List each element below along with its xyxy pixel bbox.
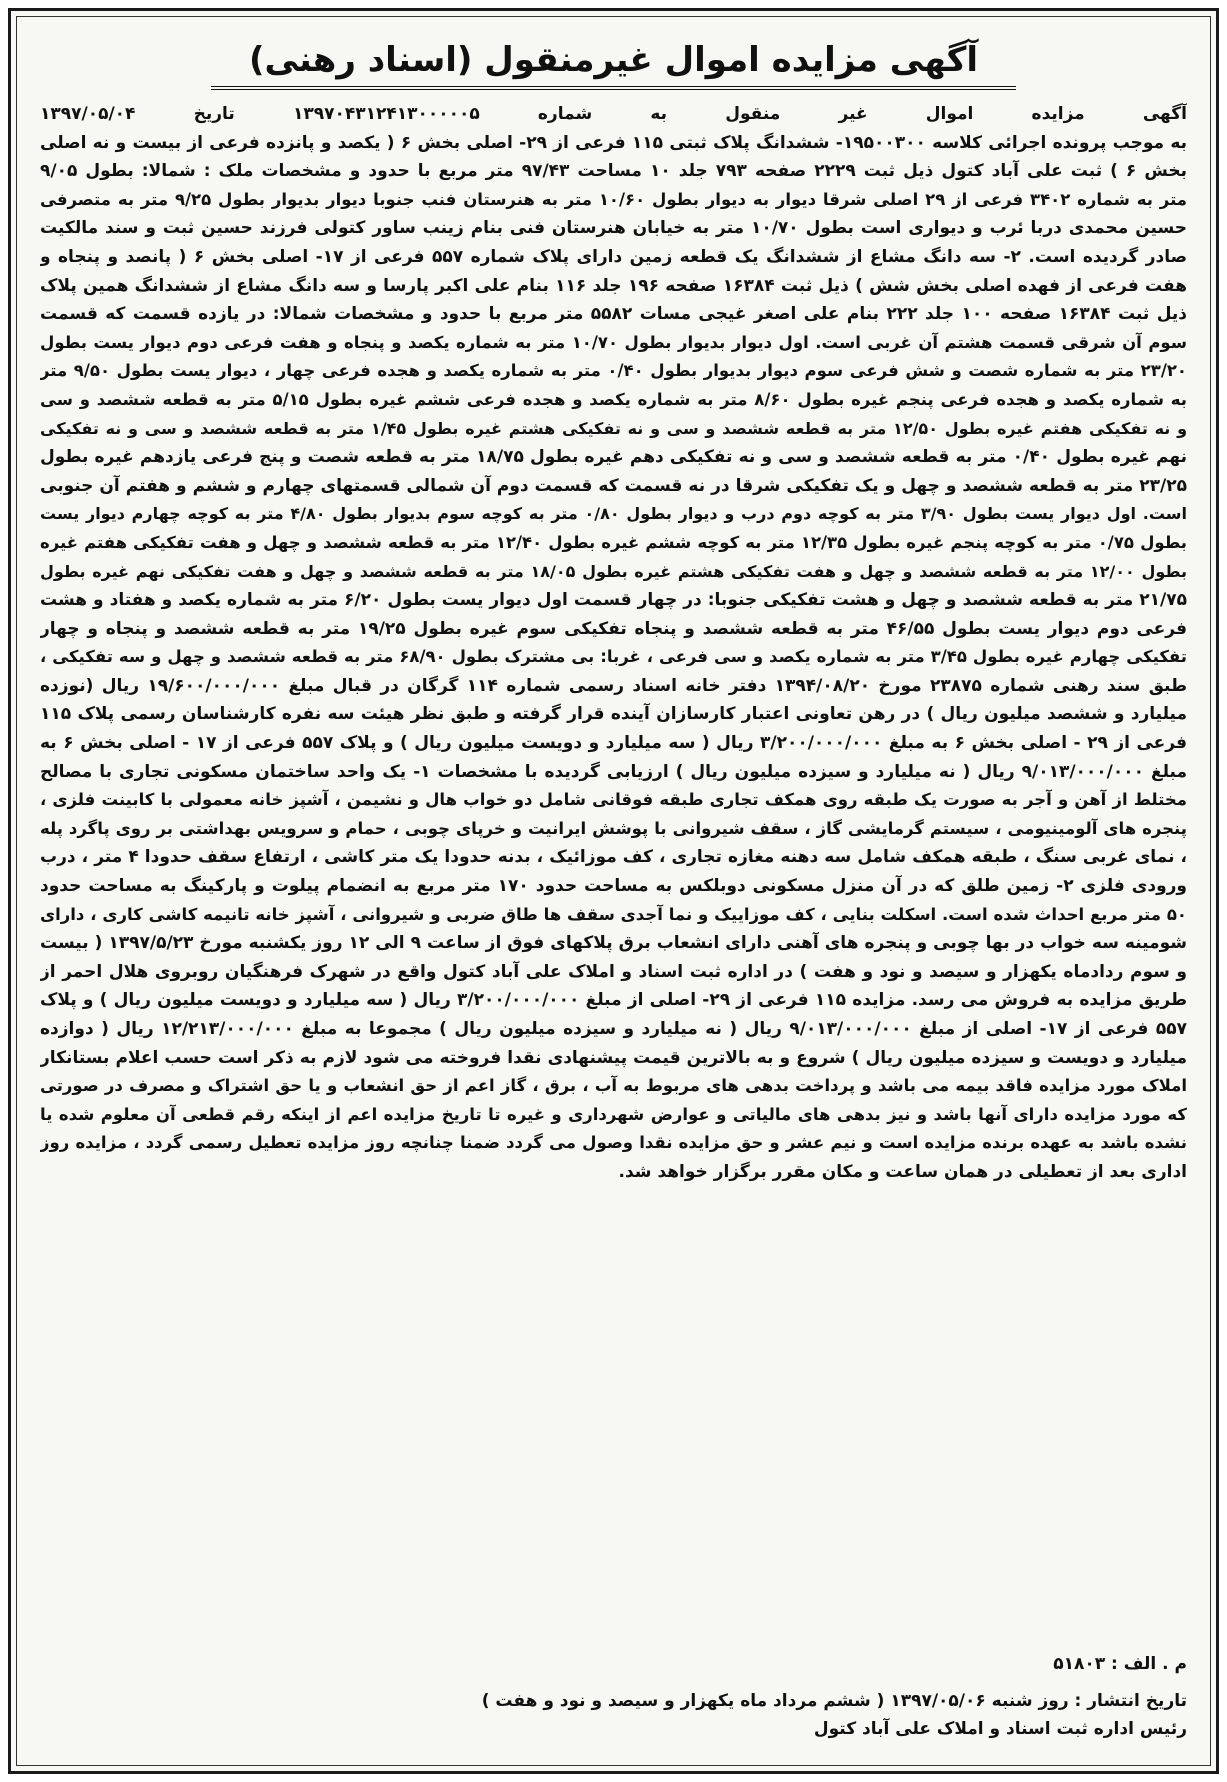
body-line: طبق سند رهنی شماره ۲۳۸۷۵ مورخ ۱۳۹۴/۰۸/۲۰ دفتر خانه اسناد رسمی شماره ۱۱۴ گرگان در قبال مبلغ ۱۹/۶۰۰/۰۰۰/۰۰۰ ریال (نوزده [40, 675, 1187, 696]
body-line: میلیارد و ششصد میلیون ریال ) در رهن تعاونی اعتبار کارسازان آینده قرار گرفته و طبق نظر هیئت سه نفره کارشناسان رسمی پلاک ۱۱۵ [40, 704, 1187, 725]
body-line: و سوم ردادماه یکهزار و سیصد و نود و هفت ) در اداره ثبت اسناد و املاک علی آباد کتول واقع در شهرک فرهنگیان روبروی هلال احمر از [40, 961, 1187, 982]
body-line: میلیارد و دویست و سیزده میلیون ریال ) شروع و به بالاترین قیمت پیشنهادی نقدا فروخته می شود لازم به ذکر است حسب اعلام بستانکار [40, 1047, 1187, 1068]
body-line: ذیل ثبت ۱۶۳۸۴ صفحه ۱۰۰ جلد ۲۲۲ بنام علی اصغر غیجی مسات ۵۵۸۲ متر مربع با حدود و مشخصات شمالا: در یازده قسمت که قسمت [40, 304, 1187, 325]
body-line: صادر گردیده است. ۲- سه دانگ مشاع از ششدانگ یک قطعه زمین دارای پلاک شماره ۵۵۷ فرعی از ۱۷- اصلی بخش ۶ ( پانصد و پنجاه و [40, 246, 1187, 267]
reference-code: م . الف : ۵۱۸۰۳ [1053, 1654, 1187, 1674]
body-line: پنجره های آلومینیومی ، سیستم گرمایشی گاز ، سقف شیروانی با پوشش ایرانیت و خرپای چوبی ، حمام و سرویس بهداشتی بر روی پاگرد پله [40, 818, 1187, 838]
signature-line: رئیس اداره ثبت اسناد و املاک علی آباد کتول [813, 1719, 1187, 1740]
body-line: ، نمای غربی سنگ ، طبقه همکف شامل سه دهنه مغازه تجاری ، کف موزائیک ، بدنه حدودا یک متر کاشی ، ارتفاع سقف حدودا ۴ متر ، درب [40, 847, 1187, 868]
body-line: فرعی از ۲۹ - اصلی بخش ۶ به مبلغ ۳/۲۰۰/۰۰۰/۰۰۰ ریال ( سه میلیارد و دویست میلیون ریال ) و پلاک ۵۵۷ فرعی از ۱۷ - اصلی بخش ۶ به [40, 733, 1187, 754]
body-line: آگهی مزایده اموال غیر منقول به شماره ۱۳۹۷۰۴۳۱۲۴۱۳۰۰۰۰۰۵ تاریخ ۱۳۹۷/۰۵/۰۴ [40, 104, 1187, 124]
footer-gap [40, 1679, 1187, 1687]
body-line: نشده باشد به عهده برنده مزایده است و نیم عشر و حق مزایده نقدا وصول می گردد ضمنا چنانچه روز مزایده تعطیل رسمی گردد ، مزایده روز [40, 1133, 1187, 1153]
body-line: هفت فرعی از فهده اصلی بخش شش ) ذیل ثبت ۱۶۳۸۴ صفحه ۱۹۶ جلد ۱۱۶ بنام علی اکبر پارسا و سه دانگ مشاع از ششدانگ همین پلاک [40, 275, 1187, 296]
body-line: است. اول دیوار یست بطول ۳/۹۰ متر به کوچه دوم درب و دیوار بطول ۰/۸۰ متر به کوچه سوم بدیوار بطول ۴/۸۰ متر به کوچه چهارم دیوار یست [40, 504, 1187, 524]
body-line: و نه تفکیکی هفتم غیره بطول ۱۲/۵۰ متر به قطعه ششصد و سی و نه تفکیکی هشتم غیره بطول ۱/۴۵ متر به قطعه ششصد و سی و نه تفکیکی [40, 418, 1187, 438]
body-line: شومینه سه خواب در بها چوبی و پنجره های آهنی دارای انشعاب برق پلاکهای فوق از ساعت ۹ الی ۱۲ روز یکشنبه مورخ ۱۳۹۷/۵/۲۳ ( بیست [40, 933, 1187, 954]
body-line: طریق مزایده به فروش می رسد. مزایده ۱۱۵ فرعی از ۲۹- اصلی از مبلغ ۳/۲۰۰/۰۰۰/۰۰۰ ریال ( سه میلیارد و دویست میلیون ریال ) و پلاک [40, 990, 1187, 1011]
body-line: ۵۵۷ فرعی از ۱۷- اصلی از مبلغ ۹/۰۱۳/۰۰۰/۰۰۰ ریال ( نه میلیارد و سیزده میلیون ریال ) مجموعا به مبلغ ۱۲/۲۱۳/۰۰۰/۰۰۰ ریال ( دوازده [40, 1019, 1187, 1039]
body-line: بطول ۰/۷۵ متر به کوچه پنجم غیره بطول ۱۲/۳۵ متر به کوچه ششم غیره بطول ۱۲/۴۰ متر به قطعه ششصد و چهل و هفت تفکیکی هفتم غیره [40, 532, 1187, 552]
body-line: سوم آن شرقی قسمت هشتم آن غربی است. اول دیوار بدیوار بطول ۱۰/۷۰ متر به شماره یکصد و پنجاه و هفت فرعی دوم دیوار یست بطول [40, 332, 1187, 352]
body-line: به موجب پرونده اجرائی کلاسه ۱۹۵۰۰۳۰۰- ششدانگ پلاک ثبتی ۱۱۵ فرعی از ۲۹- اصلی بخش ۶ ( یکصد و پانزده فرعی از بیست و نه اصلی [40, 132, 1187, 153]
body-line: حسین محمدی دربا ئرب و دیواری است بطول ۱۰/۷۰ متر به خیابان هنرستان فنی بنام زینب ساور کتولی فرزند حسین ثبت و سند مالکیت [40, 218, 1187, 239]
body-line: ۲۳/۲۰ متر به شماره شصت و شش فرعی سوم دیوار بدیوار بطول ۰/۴۰ متر به شماره یکصد و هجده فرعی چهار ، دیوار یست بطول ۹/۵۰ متر [40, 361, 1187, 381]
body-line: مبلغ ۹/۰۱۳/۰۰۰/۰۰۰ ریال ( نه میلیارد و سیزده میلیون ریال ) ارزیابی گردیده با مشخصات ۱- یک واحد ساختمان مسکونی تجاری با مصالح [40, 761, 1187, 782]
body-line: اداری بعد از تعطیلی در همان ساعت و مکان مقرر برگزار خواهد شد. [618, 1161, 1187, 1182]
body-line: بخش ۶ ) ثبت علی آباد کتول ذیل ثبت ۲۲۲۹ صفحه ۷۹۳ جلد ۱۰ مساحت ۹۷/۴۳ متر مربع با حدود و مشخصات ملک : شمالا: بطول ۹/۰۵ [40, 161, 1187, 182]
body-line: ۵۰ متر مربع احداث شده است. اسکلت بنایی ، کف موزاییک و نما آجدی سقف ها طاق ضربی و شیروانی ، آشپز خانه تانیمه کاشی کاری ، دارای [40, 904, 1187, 924]
body-line: املاک مورد مزایده فاقد بیمه می باشد و پرداخت بدهی های مربوط به آب ، برق ، گاز اعم از حق انشعاب و یا حق اشتراک و مصرف در صورتی [40, 1076, 1187, 1096]
body-line: که مورد مزایده دارای آنها باشد و نیز بدهی های مالیاتی و عوارض شهرداری و غیره تا تاریخ مزایده اعم از اینکه رقم قطعی آن معلوم شده یا [40, 1104, 1187, 1124]
body-line: فرعی دوم دیوار یست بطول ۴۶/۵۵ متر به قطعه ششصد و پنجاه تفکیکی سوم غیره بطول ۱۹/۲۵ متر به قطعه ششصد و پنجاه و چهار [40, 618, 1187, 639]
publish-date: تاریخ انتشار : روز شنبه ۱۳۹۷/۰۵/۰۶ ( ششم مرداد ماه یکهزار و سیصد و نود و هفت ) [481, 1690, 1187, 1711]
ad-footer [40, 1650, 1187, 1744]
ad-title: آگهی مزایده اموال غیرمنقول (اسناد رهنی) [211, 34, 1016, 90]
body-line: متر به شماره ۳۴۰۲ فرعی از ۲۹ اصلی شرقا دیوار به دیوار بطول ۱۰/۶۰ متر به هنرستان فنب جنوبا دیوار بدیوار بطول ۹/۲۵ متر به متصرفی [40, 189, 1187, 209]
ad-body-text [40, 100, 1187, 1187]
body-line: بطول ۱۲/۰۰ متر به قطعه ششصد و چهل و هفت تفکیکی هشتم غیره بطول ۱۸/۰۵ متر به قطعه ششصد و چهل و هفت تفکیکی نهم غیره بطول [40, 561, 1187, 581]
body-line: نهم غیره بطول ۰/۴۰ متر به قطعه ششصد و سی و نه تفکیکی دهم غیره بطول ۱۸/۷۵ متر به قطعه شصت و پنج فرعی یازدهم غیره بطول [40, 447, 1187, 468]
body-line: ورودی فلزی ۲- زمین طلق که در آن منزل مسکونی دوبلکس به مساحت حدود ۱۷۰ متر مربع به انضمام پیلوت و پارکینگ به مساحت حدود [40, 876, 1187, 897]
body-line: ۲۳/۲۵ متر به قطعه ششصد و چهل و یک تفکیکی شرقا در نه قسمت که قسمت دوم آن شمالی قسمتهای چهارم و ششم و هفتم آن جنوبی [40, 475, 1187, 496]
body-line: به شماره یکصد و هجده فرعی پنجم غیره بطول ۸/۶۰ متر به شماره یکصد و هجده فرعی ششم غیره بطول ۵/۱۵ متر به قطعه ششصد و سی [40, 389, 1187, 409]
body-line: تفکیکی چهارم غیره بطول ۳/۴۵ متر به شماره یکصد و سی فرعی ، غربا: بی مشترک بطول ۶۸/۹۰ متر به قطعه ششصد و چهل و سه تفکیکی ، [40, 647, 1187, 667]
ad-header [0, 34, 1227, 90]
body-line: مختلط از آهن و آجر به صورت یک طبقه روی همکف تجاری طبقه فوقانی شامل دو خواب هال و نشیمن ، آشپز خانه معمولی با کابینت فلزی ، [40, 790, 1187, 810]
body-line: ۲۱/۷۵ متر به قطعه ششصد و چهل و هشت تفکیکی جنوبا: در چهار قسمت اول دیوار یست بطول ۶/۲۰ متر به شماره یکصد و هفتاد و هشت [40, 590, 1187, 611]
